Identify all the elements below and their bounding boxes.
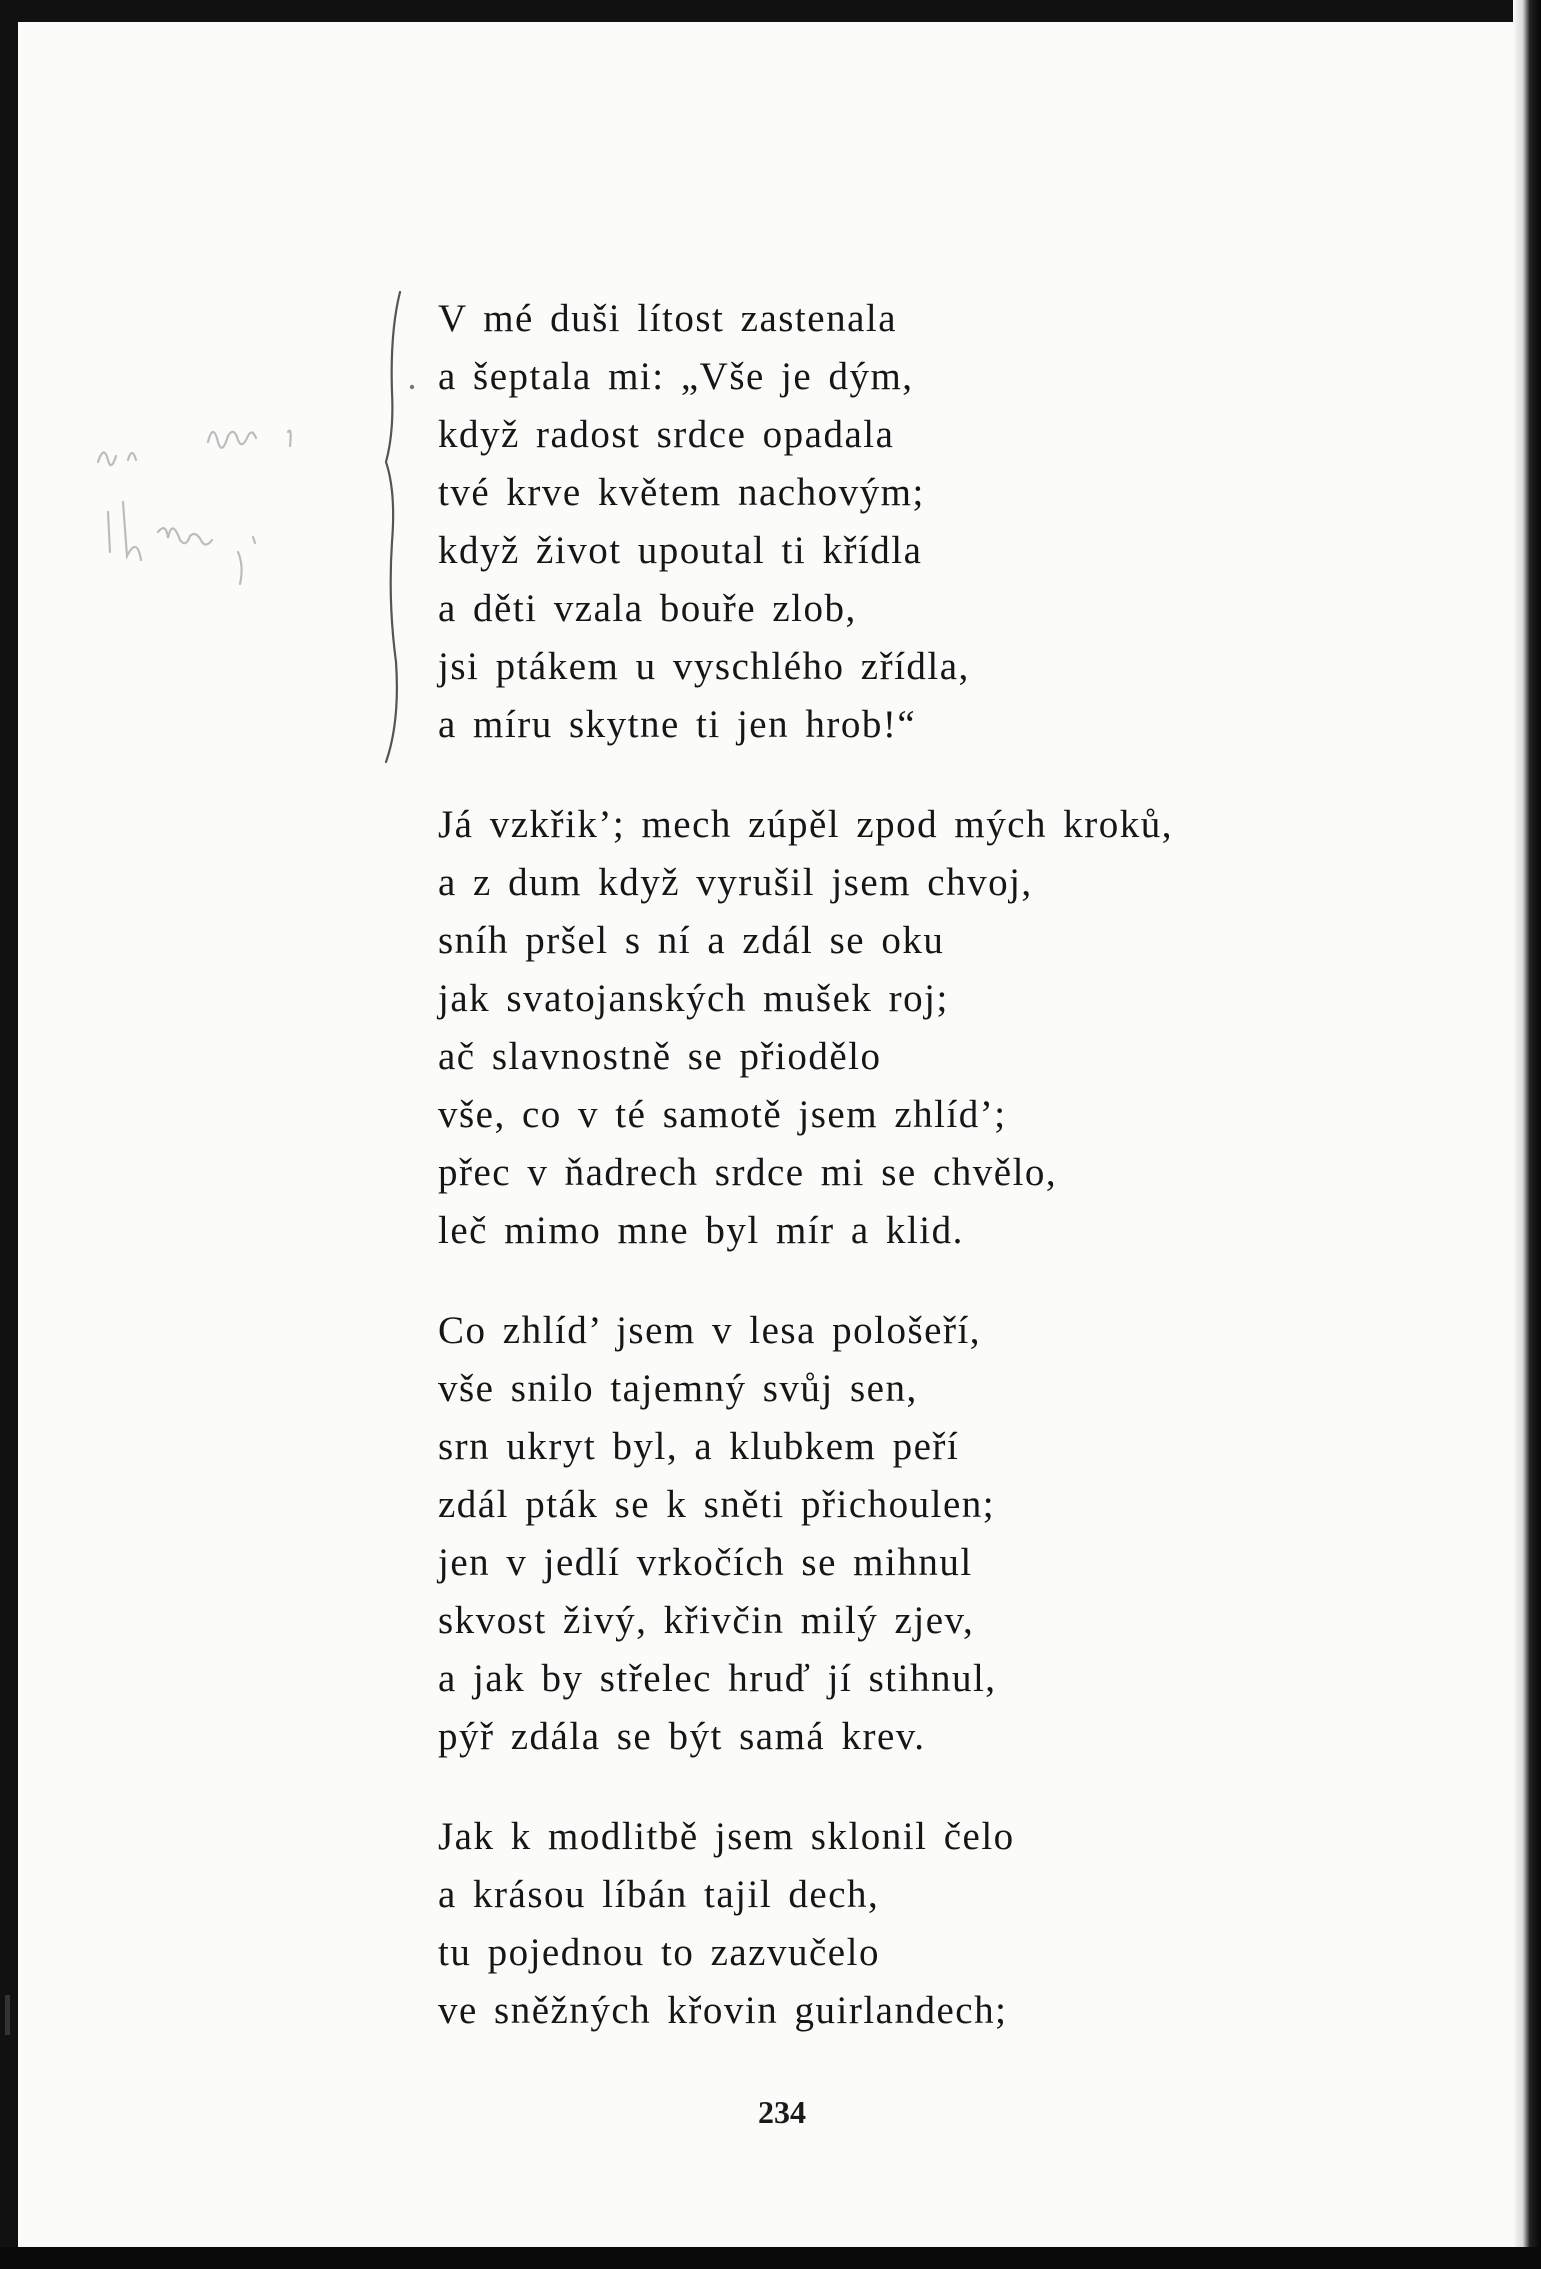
poem-line: jak svatojanských mušek roj; bbox=[438, 977, 949, 1020]
margin-bracket-mark bbox=[378, 284, 418, 774]
poem-line: přec v ňadrech srdce mi se chvělo, bbox=[438, 1151, 1058, 1194]
poem-line: když radost srdce opadala bbox=[438, 413, 895, 456]
poem-line: leč mimo mne byl mír a klid. bbox=[438, 1209, 964, 1252]
poem-line: a šeptala mi: „Vše je dým, bbox=[438, 355, 914, 398]
poem-line: a z dum když vyrušil jsem chvoj, bbox=[438, 861, 1033, 904]
poem-line: ač slavnostně se přiodělo bbox=[438, 1035, 882, 1078]
page-number: 234 bbox=[758, 2094, 806, 2130]
poem-line: sníh pršel s ní a zdál se oku bbox=[438, 919, 945, 962]
stanza bbox=[438, 796, 1338, 1260]
poem-line: tvé krve květem nachovým; bbox=[438, 471, 925, 514]
poem-line: skvost živý, křivčin milý zjev, bbox=[438, 1599, 975, 1642]
page-edge-shadow bbox=[1513, 0, 1541, 2269]
page-bottom-border bbox=[0, 2247, 1541, 2269]
stanza bbox=[438, 1302, 1338, 1766]
poem-line: a míru skytne ti jen hrob!“ bbox=[438, 703, 917, 746]
stanza bbox=[438, 290, 1338, 754]
poem-text bbox=[438, 290, 1338, 2082]
poem-line: ve sněžných křovin guirlandech; bbox=[438, 1989, 1008, 2032]
poem-line: jsi ptákem u vyschlého zřídla, bbox=[438, 645, 970, 688]
poem-line: vše snilo tajemný svůj sen, bbox=[438, 1367, 918, 1410]
poem-line: V mé duši lítost zastenala bbox=[438, 297, 898, 340]
poem-line: Jak k modlitbě jsem sklonil čelo bbox=[438, 1815, 1015, 1858]
poem-line: vše, co v té samotě jsem zhlíd’; bbox=[438, 1093, 1007, 1136]
poem-line: jen v jedlí vrkočích se mihnul bbox=[438, 1541, 973, 1584]
stanza bbox=[438, 1808, 1338, 2040]
poem-line: a děti vzala bouře zlob, bbox=[438, 587, 857, 630]
poem-line: Já vzkřik’; mech zúpěl zpod mých kroků, bbox=[438, 803, 1174, 846]
poem-line: když život upoutal ti křídla bbox=[438, 529, 923, 572]
poem-line: Co zhlíd’ jsem v lesa pološeří, bbox=[438, 1309, 982, 1352]
poem-line: zdál pták se k sněti přichoulen; bbox=[438, 1483, 996, 1526]
poem-line: pýř zdála se být samá krev. bbox=[438, 1715, 926, 1758]
poem-line: a jak by střelec hruď jí stihnul, bbox=[438, 1657, 997, 1700]
scan-edge-mark bbox=[5, 1995, 10, 2035]
book-page bbox=[18, 22, 1516, 2247]
handwritten-pencil-note bbox=[88, 402, 348, 602]
poem-line: tu pojednou to zazvučelo bbox=[438, 1931, 880, 1974]
poem-line: srn ukryt byl, a klubkem peří bbox=[438, 1425, 960, 1468]
poem-line: a krásou líbán tajil dech, bbox=[438, 1873, 880, 1916]
